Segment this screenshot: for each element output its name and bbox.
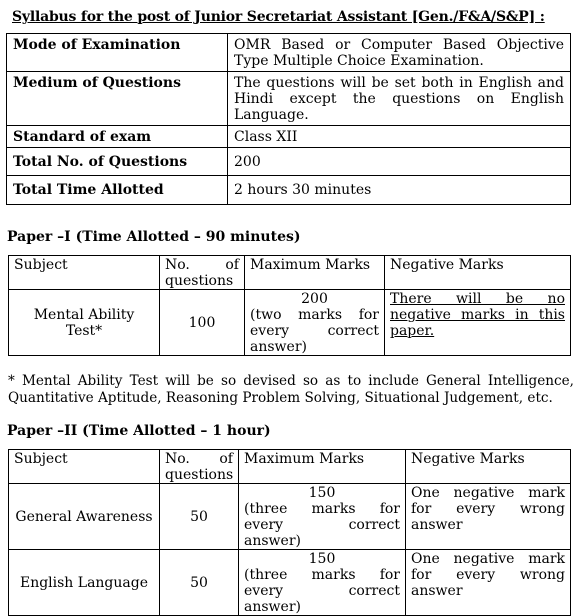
overview-value: Class XII [228,126,571,148]
column-header: Maximum Marks [245,256,385,290]
marks-cell [239,550,406,616]
page-title: Syllabus for the post of Junior Secretariat Assistant [Gen./F&A/S&P] : [12,9,545,25]
questions-cell: 50 [160,484,239,550]
paper1-heading: Paper –I (Time Allotted – 90 minutes) [7,229,301,245]
table-row [9,290,571,356]
negative-marks-text: There will be no negative marks in this paper. [390,291,565,339]
overview-label: Total Time Allotted [7,176,228,205]
table-header-row [9,256,571,290]
negative-marks-cell [385,290,571,356]
table-header-row [9,450,571,484]
marks-cell [245,290,385,356]
overview-label: Total No. of Questions [7,148,228,176]
overview-value: The questions will be set both in English and Hindi except the questions on English Language. [228,72,571,126]
negative-marks-cell: One negative mark for every wrong answer [406,550,571,616]
column-header: Maximum Marks [239,450,406,484]
questions-cell: 50 [160,550,239,616]
overview-label: Standard of exam [7,126,228,148]
footnote: * Mental Ability Test will be so devised so as to include General Intelligence, Quantitative Aptitude, Reasoning Problem Solving, Situational Judgement, etc. [8,373,574,406]
paper2-heading: Paper –II (Time Allotted – 1 hour) [7,423,271,439]
table-row [7,148,571,176]
column-header: Negative Marks [406,450,571,484]
marks-note: (two marks for every correct answer) [250,307,379,355]
table-row [9,550,571,616]
exam-overview-table [6,33,571,205]
column-header: No. of questions [160,256,245,290]
subject-cell: English Language [9,550,160,616]
paper1-table [8,255,571,356]
table-row [9,484,571,550]
marks-value: 150 [308,485,336,501]
marks-value: 150 [308,551,336,567]
table-row [7,126,571,148]
marks-value: 200 [301,291,328,307]
column-header: Subject [9,256,160,290]
questions-cell: 100 [160,290,245,356]
table-row [7,72,571,126]
table-row [7,176,571,205]
table-row [7,34,571,72]
paper2-table [8,449,571,616]
subject-cell: General Awareness [9,484,160,550]
overview-value: 200 [228,148,571,176]
column-header: Subject [9,450,160,484]
marks-note: (three marks for every correct answer) [244,567,400,615]
marks-note: (three marks for every correct answer) [244,501,400,549]
subject-cell: Mental Ability Test* [9,290,160,356]
negative-marks-cell: One negative mark for every wrong answer [406,484,571,550]
overview-value: OMR Based or Computer Based Objective Type Multiple Choice Examination. [228,34,571,72]
column-header: No. of questions [160,450,239,484]
overview-label: Mode of Examination [7,34,228,72]
marks-cell [239,484,406,550]
overview-label: Medium of Questions [7,72,228,126]
column-header: Negative Marks [385,256,571,290]
overview-value: 2 hours 30 minutes [228,176,571,205]
